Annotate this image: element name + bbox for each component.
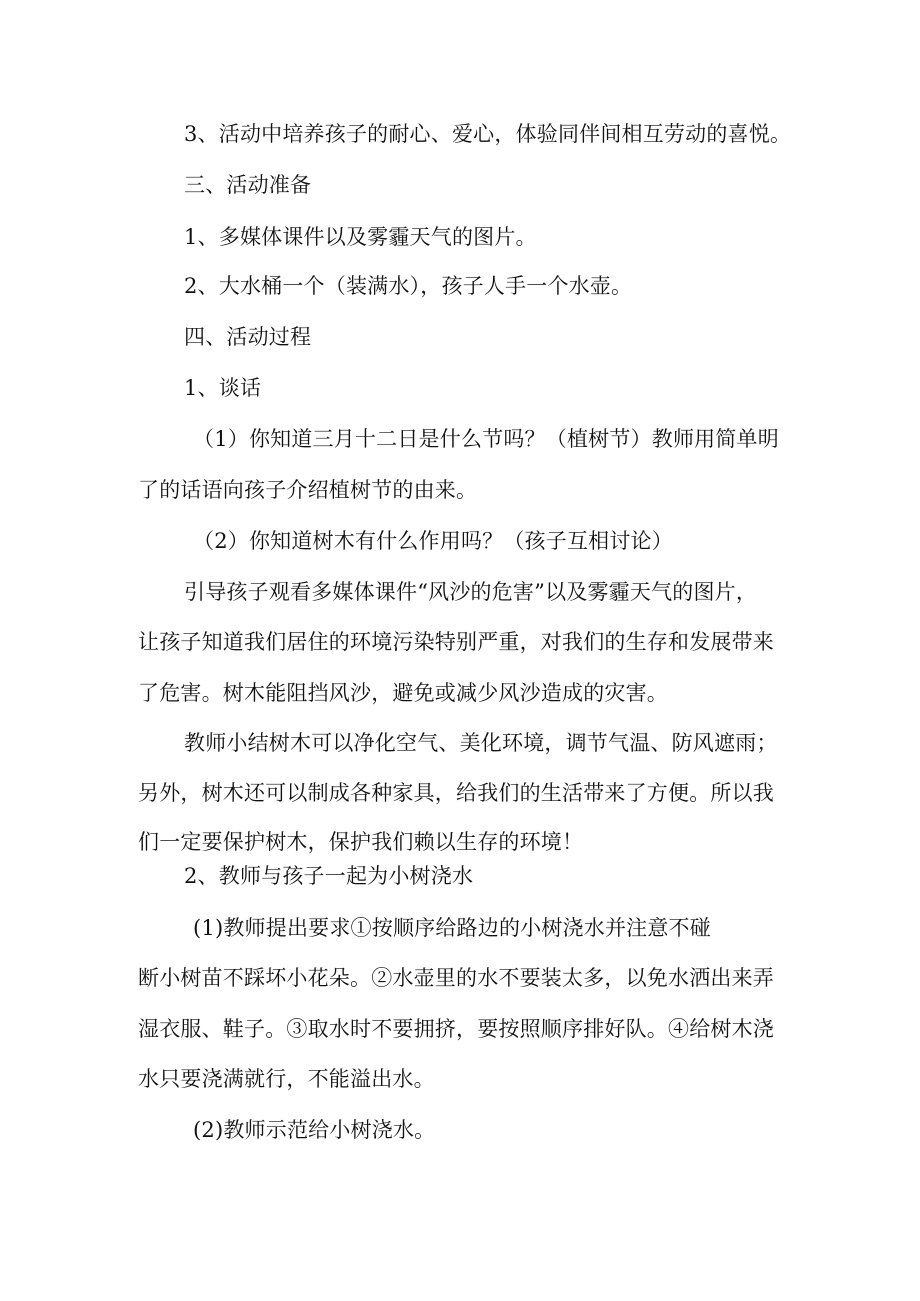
text-line: 3、活动中培养孩子的耐心、爱心，体验同伴间相互劳动的喜悦。 xyxy=(184,122,792,146)
section-heading: 三、活动准备 xyxy=(184,173,312,197)
text-line: 了危害。树木能阻挡风沙，避免或减少风沙造成的灾害。 xyxy=(138,681,668,705)
text-line: 断小树苗不踩坏小花朵。②水壶里的水不要装太多，以免水洒出来弄 xyxy=(138,966,774,990)
text-line: （1）你知道三月十二日是什么节吗？（植树节）教师用简单明 xyxy=(193,427,779,451)
text-line: 1、谈话 xyxy=(184,376,262,400)
section-heading: 2、教师与孩子一起为小树浇水 xyxy=(184,864,474,888)
text-line: 湿衣服、鞋子。③取水时不要拥挤，要按照顺序排好队。④给树木浇 xyxy=(138,1017,774,1041)
text-line: 2、大水桶一个（装满水），孩子人手一个水壶。 xyxy=(184,274,633,298)
text-line: 了的话语向孩子介绍植树节的由来。 xyxy=(138,478,478,502)
text-line: 1、多媒体课件以及雾霾天气的图片。 xyxy=(184,225,537,249)
text-line: （2）你知道树木有什么作用吗？（孩子互相讨论） xyxy=(193,529,673,553)
text-line: 引导孩子观看多媒体课件“风沙的危害”以及雾霾天气的图片， xyxy=(184,580,758,604)
text-line: 教师小结树木可以净化空气、美化环境，调节气温、防风遮雨； xyxy=(184,731,778,755)
text-line: 另外，树木还可以制成各种家具，给我们的生活带来了方便。所以我 xyxy=(138,781,774,805)
text-line: (2)教师示范给小树浇水。 xyxy=(193,1118,436,1142)
text-line: 让孩子知道我们居住的环境污染特别严重，对我们的生存和发展带来 xyxy=(138,630,774,654)
text-line: 们一定要保护树木，保护我们赖以生存的环境！ xyxy=(138,830,584,854)
text-line: 水只要浇满就行，不能溢出水。 xyxy=(138,1067,435,1091)
text-line: (1)教师提出要求①按顺序给路边的小树浇水并注意不碰 xyxy=(193,916,711,940)
section-heading: 四、活动过程 xyxy=(184,325,312,349)
